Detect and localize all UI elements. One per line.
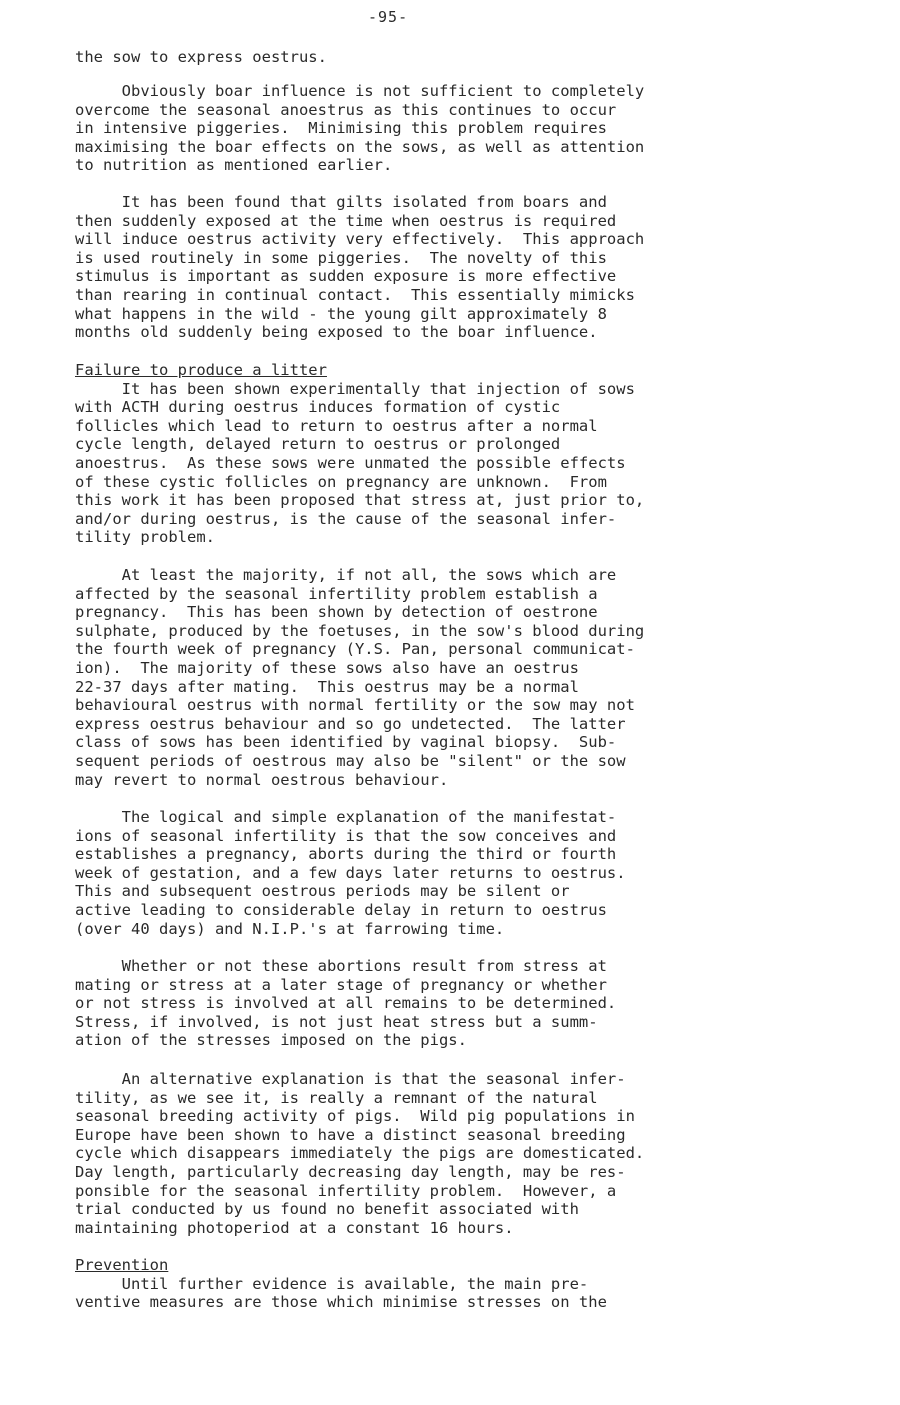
text-line: to nutrition as mentioned earlier. <box>75 156 393 175</box>
text-line: Stress, if involved, is not just heat stress but a summ- <box>75 1012 598 1031</box>
paragraph-continuation <box>75 48 327 67</box>
text-line: stimulus is important as sudden exposure is more effective <box>75 267 617 286</box>
paragraph-abortions-stress <box>75 957 616 1050</box>
text-line: in intensive piggeries. Minimising this problem requires <box>75 119 607 138</box>
section-failure-litter <box>75 361 644 547</box>
text-line: is used routinely in some piggeries. The novelty of this <box>75 248 607 267</box>
text-line: An alternative explanation is that the seasonal infer- <box>75 1070 626 1088</box>
text-line: Whether or not these abortions result from stress at <box>75 957 607 975</box>
text-line: trial conducted by us found no benefit associated with <box>75 1200 579 1219</box>
text-line: It has been found that gilts isolated from boars and <box>75 193 607 211</box>
text-line: behavioural oestrus with normal fertility or the sow may not <box>75 696 635 715</box>
text-line: months old suddenly being exposed to the boar influence. <box>75 323 598 342</box>
paragraph-gilts-isolated <box>75 193 644 342</box>
text-line: active leading to considerable delay in return to oestrus <box>75 900 607 919</box>
text-line: cycle length, delayed return to oestrus or prolonged <box>75 435 561 454</box>
text-line: ventive measures are those which minimise stresses on the <box>75 1293 607 1312</box>
text-line: Until further evidence is available, the main pre- <box>75 1274 589 1293</box>
text-line: seasonal breeding activity of pigs. Wild pig populations in <box>75 1107 635 1126</box>
text-line: The logical and simple explanation of the manifestat- <box>75 808 617 826</box>
text-line: It has been shown experimentally that injection of sows <box>75 379 635 398</box>
text-line: (over 40 days) and N.I.P.'s at farrowing time. <box>75 919 505 938</box>
paragraph-logical-explanation <box>75 808 626 938</box>
paragraph-majority-sows <box>75 566 644 789</box>
text-line: the sow to express oestrus. <box>75 48 327 66</box>
text-line: ation of the stresses imposed on the pigs. <box>75 1031 467 1050</box>
text-line: class of sows has been identified by vaginal biopsy. Sub- <box>75 733 617 752</box>
text-line: what happens in the wild - the young gilt approximately 8 <box>75 304 607 323</box>
text-line: Day length, particularly decreasing day length, may be res- <box>75 1162 626 1181</box>
text-line: of these cystic follicles on pregnancy are unknown. From <box>75 472 607 491</box>
text-line: express oestrus behaviour and so go undetected. The latter <box>75 714 626 733</box>
text-line: tility, as we see it, is really a remnant of the natural <box>75 1088 598 1107</box>
paragraph-boar-influence <box>75 82 644 175</box>
text-line: follicles which lead to return to oestrus after a normal <box>75 416 598 435</box>
text-line: ions of seasonal infertility is that the sow conceives and <box>75 826 617 845</box>
text-line: the fourth week of pregnancy (Y.S. Pan, personal communicat- <box>75 640 635 659</box>
text-line: sequent periods of oestrous may also be "silent" or the sow <box>75 751 626 770</box>
text-line: than rearing in continual contact. This essentially mimicks <box>75 285 635 304</box>
text-line: mating or stress at a later stage of pregnancy or whether <box>75 975 607 994</box>
text-line: with ACTH during oestrus induces formation of cystic <box>75 398 561 417</box>
text-line: Europe have been shown to have a distinct seasonal breeding <box>75 1125 626 1144</box>
text-line: maintaining photoperiod at a constant 16 hours. <box>75 1218 514 1237</box>
section-heading: Prevention <box>75 1256 169 1274</box>
text-line: or not stress is involved at all remains to be determined. <box>75 994 617 1013</box>
text-line: Obviously boar influence is not sufficient to completely <box>75 82 645 100</box>
text-line: pregnancy. This has been shown by detection of oestrone <box>75 603 598 622</box>
text-line: establishes a pregnancy, aborts during the third or fourth <box>75 845 617 864</box>
paragraph-alternative-explanation <box>75 1070 644 1237</box>
section-prevention <box>75 1256 607 1312</box>
text-line: maximising the boar effects on the sows, as well as attention <box>75 137 645 156</box>
text-line: will induce oestrus activity very effectively. This approach <box>75 230 645 249</box>
text-line: This and subsequent oestrous periods may be silent or <box>75 882 570 901</box>
text-line: week of gestation, and a few days later returns to oestrus. <box>75 863 626 882</box>
text-line: tility problem. <box>75 528 215 547</box>
text-line: this work it has been proposed that stress at, just prior to, <box>75 491 645 510</box>
text-line: 22-37 days after mating. This oestrus may be a normal <box>75 677 579 696</box>
text-line: affected by the seasonal infertility problem establish a <box>75 584 598 603</box>
text-line: At least the majority, if not all, the sows which are <box>75 566 617 584</box>
text-line: ponsible for the seasonal infertility problem. However, a <box>75 1181 617 1200</box>
text-line: sulphate, produced by the foetuses, in the sow's blood during <box>75 621 645 640</box>
section-heading: Failure to produce a litter <box>75 361 327 379</box>
text-line: overcome the seasonal anoestrus as this continues to occur <box>75 100 617 119</box>
text-line: anoestrus. As these sows were unmated the possible effects <box>75 453 626 472</box>
text-line: cycle which disappears immediately the pigs are domesticated. <box>75 1144 645 1163</box>
text-line: and/or during oestrus, is the cause of the seasonal infer- <box>75 509 617 528</box>
text-line: may revert to normal oestrous behaviour. <box>75 770 449 789</box>
text-line: ion). The majority of these sows also have an oestrus <box>75 658 579 677</box>
page-number: -95- <box>368 8 409 26</box>
text-line: then suddenly exposed at the time when oestrus is required <box>75 211 617 230</box>
